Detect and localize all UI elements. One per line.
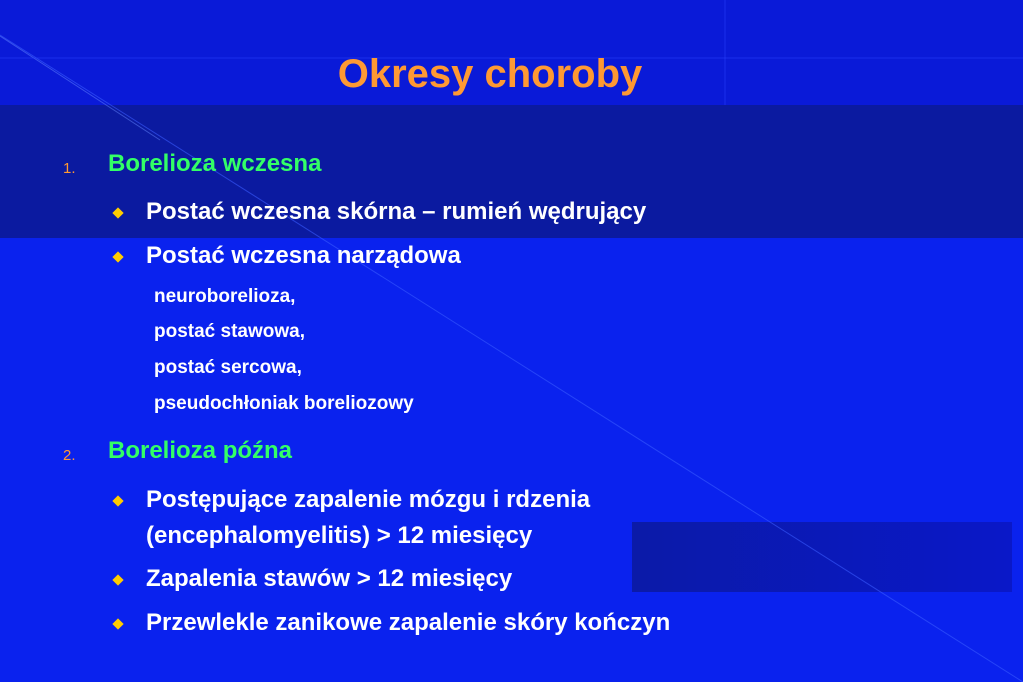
bullet-item: Postępujące zapalenie mózgu i rdzenia: [146, 486, 591, 513]
section-number-2: 2.: [63, 447, 76, 464]
section-heading-1: Borelioza wczesna: [108, 150, 322, 177]
bullet-item: Przewlekle zanikowe zapalenie skóry kończyn: [146, 609, 671, 636]
sub-item: pseudochłoniak boreliozowy: [154, 393, 414, 414]
dark-band-right: [632, 522, 1012, 592]
sub-item: postać stawowa,: [154, 321, 305, 342]
slide-title: Okresy choroby: [337, 52, 643, 96]
section-heading-2: Borelioza późna: [108, 437, 293, 464]
bullet-item: Postać wczesna skórna – rumień wędrujący: [146, 198, 647, 225]
bullet-item: Zapalenia stawów > 12 miesięcy: [146, 565, 513, 592]
bullet-item-continuation: (encephalomyelitis) > 12 miesięcy: [146, 522, 533, 549]
sub-item: neuroborelioza,: [154, 286, 296, 307]
sub-item: postać sercowa,: [154, 357, 302, 378]
bullet-item: Postać wczesna narządowa: [146, 242, 461, 269]
section-number-1: 1.: [63, 160, 76, 177]
